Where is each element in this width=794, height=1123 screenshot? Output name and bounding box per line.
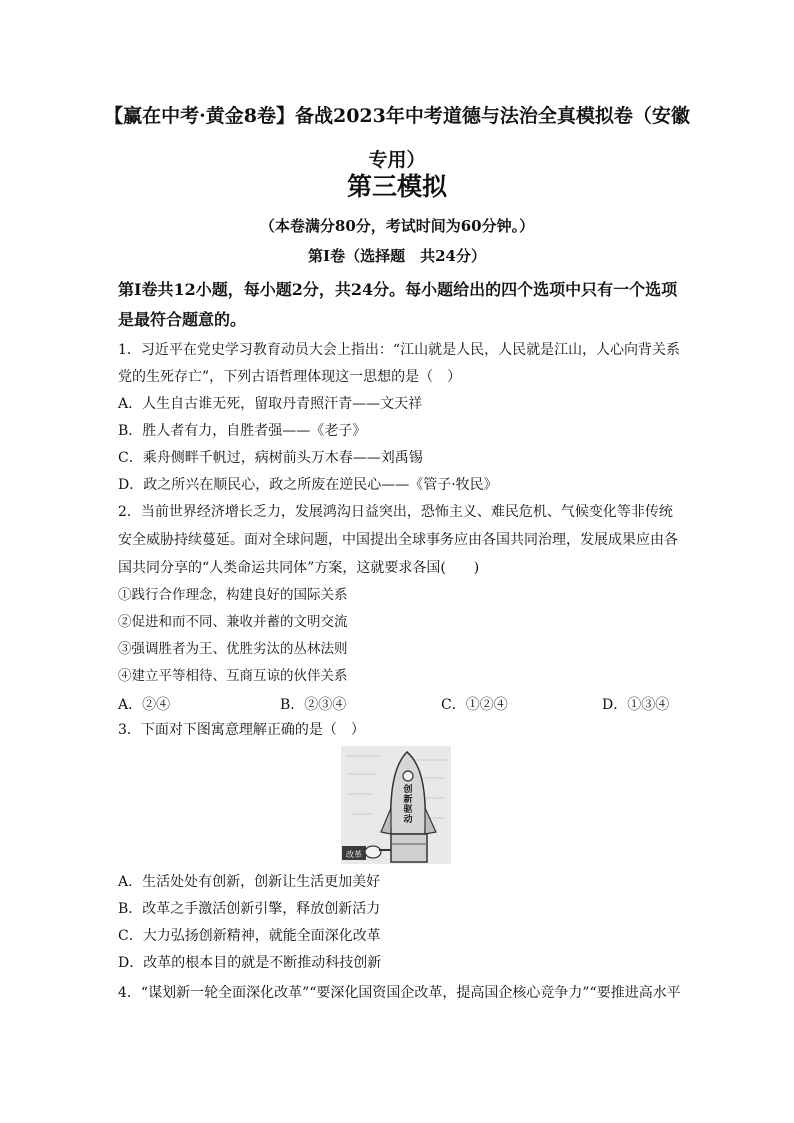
q1-stem-line-1: 1．习近平在党史学习教育动员大会上指出：“江山就是人民，人民就是江山，人心向背关系	[118, 342, 681, 358]
exam-subtitle: 第三模拟	[346, 172, 447, 201]
q2-option-a: A．②④	[118, 697, 171, 713]
q3-option-c: C．大力弘扬创新精神，就能全面深化改革	[118, 928, 381, 944]
q3-option-b: B．改革之手激活创新引擎，释放创新活力	[118, 901, 381, 917]
q2-item-2: ②促进和而不同、兼收并蓄的文明交流	[118, 614, 348, 630]
q3-stem: 3．下面对下图寓意理解正确的是（ ）	[118, 722, 365, 738]
section-instruction: 第I卷共12小题，每小题2分，共24分。每小题给出的四个选项中只有一个选项是最符合题意的。	[118, 280, 678, 329]
rocket-base	[391, 834, 427, 862]
q2-option-c: C．①②④	[441, 697, 508, 713]
q2-stem-line-1: 2．当前世界经济增长乏力，发展鸿沟日益突出，恐怖主义、难民危机、气候变化等非传统	[118, 504, 673, 520]
q2-item-3: ③强调胜者为王、优胜劣汰的丛林法则	[118, 641, 348, 657]
q1-option-b: B．胜人者有力，自胜者强——《老子》	[118, 423, 367, 439]
q1-stem-line-2: 党的生死存亡”，下列古语哲理体现这一思想的是（ ）	[118, 369, 462, 385]
reform-hand	[365, 846, 381, 858]
q3-cartoon-figure	[341, 746, 451, 864]
exam-title: 【赢在中考·黄金8卷】备战2023年中考道德与法治全真模拟卷（安徽专用）	[104, 105, 690, 171]
q3-option-a: A．生活处处有创新，创新让生活更加美好	[118, 874, 381, 890]
q3-option-d: D．改革的根本目的就是不断推动科技创新	[118, 955, 382, 971]
q1-option-a: A．人生自古谁无死，留取丹青照汗青——文天祥	[118, 396, 423, 412]
q2-option-b: B．②③④	[280, 697, 347, 713]
rocket-window	[403, 771, 413, 781]
rocket-char-4: 动	[403, 815, 413, 825]
section-title: 第I卷（选择题 共24分）	[308, 247, 486, 265]
score-note: （本卷满分80分，考试时间为60分钟。）	[259, 217, 535, 235]
q2-stem-line-3: 国共同分享的“人类命运共同体”方案，这就要求各国( )	[118, 560, 480, 576]
q2-option-d: D．①③④	[602, 697, 670, 713]
reform-label: 改革	[346, 850, 362, 859]
rocket-label	[402, 783, 412, 825]
rocket-char-1: 创	[403, 785, 413, 795]
q2-item-4: ④建立平等相待、互商互谅的伙伴关系	[118, 668, 348, 684]
q2-item-1: ①践行合作理念，构建良好的国际关系	[118, 587, 348, 603]
q1-option-d: D．政之所兴在顺民心，政之所废在逆民心——《管子·牧民》	[118, 477, 498, 493]
q4-stem-line-1: 4．“谋划新一轮全面深化改革”“要深化国资国企改革，提高国企核心竞争力”“要推进高水平	[118, 985, 681, 1001]
rocket-char-2: 新	[403, 795, 413, 805]
q1-option-c: C．乘舟侧畔千帆过，病树前头万木春——刘禹锡	[118, 450, 423, 466]
q2-stem-line-2: 安全威胁持续蔓延。面对全球问题，中国提出全球事务应由各国共同治理，发展成果应由各	[118, 532, 678, 548]
rocket-char-3: 驱	[403, 805, 413, 815]
q2-options-row	[118, 694, 678, 714]
